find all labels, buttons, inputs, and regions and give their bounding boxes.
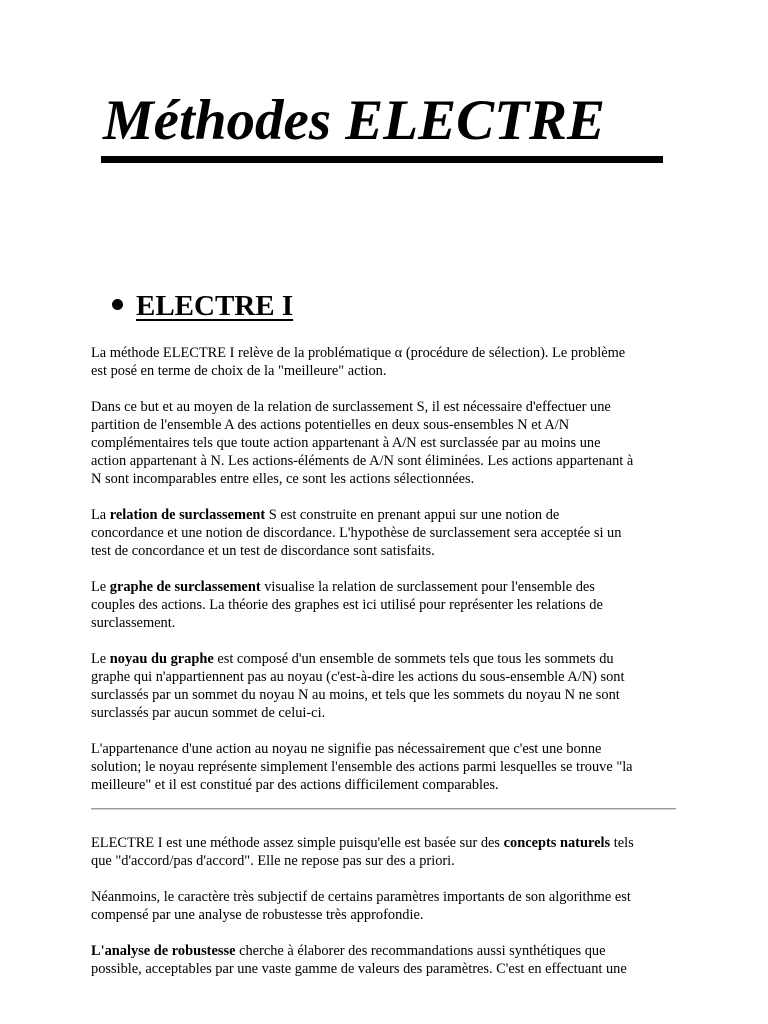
paragraph-line: solution; le noyau représente simplement l'ensemble des actions parmi lesquelles se trouve "la	[91, 759, 633, 775]
text-run: Le	[91, 579, 110, 595]
bold-term: graphe de surclassement	[109, 579, 261, 595]
text-run: visualise la relation de surclassement pour l'ensemble des	[260, 579, 595, 595]
paragraph-line: Néanmoins, le caractère très subjectif de certains paramètres importants de son algorithme est	[91, 889, 631, 905]
paragraph-line	[91, 506, 681, 524]
paragraph-line: Dans ce but et au moyen de la relation de surclassement S, il est nécessaire d'effectuer une	[91, 399, 611, 415]
paragraph-4	[91, 578, 681, 632]
title-underline	[101, 156, 663, 163]
paragraph-2	[91, 398, 681, 488]
paragraph-line: N sont incomparables entre elles, ce sont les actions sélectionnées.	[91, 471, 475, 487]
horizontal-rule	[91, 808, 676, 810]
paragraph-line: partition de l'ensemble A des actions potentielles en deux sous-ensembles N et A/N	[91, 417, 570, 433]
paragraph-line: action appartenant à N. Les actions-éléments de A/N sont éliminées. Les actions appartenant à	[91, 453, 634, 469]
bold-term: noyau du graphe	[109, 651, 214, 667]
text-run: ELECTRE I est une méthode assez simple puisqu'elle est basée sur des	[91, 835, 504, 851]
paragraph-line: L'appartenance d'une action au noyau ne signifie pas nécessairement que c'est une bonne	[91, 741, 602, 757]
paragraph-line: est posé en terme de choix de la "meilleure" action.	[91, 363, 387, 379]
paragraph-line: que "d'accord/pas d'accord". Elle ne repose pas sur des a priori.	[91, 853, 455, 869]
paragraph-3	[91, 506, 681, 560]
paragraph-8	[91, 888, 681, 924]
paragraph-line: concordance et une notion de discordance. L'hypothèse de surclassement sera acceptée si un	[91, 525, 622, 541]
paragraph-line	[91, 650, 681, 668]
paragraph-9	[91, 942, 681, 978]
section-heading-text: ELECTRE I	[136, 290, 294, 322]
paragraph-6	[91, 740, 681, 794]
document-title: Méthodes ELECTRE	[103, 89, 605, 152]
paragraph-line: compensé par une analyse de robustesse très approfondie.	[91, 907, 424, 923]
paragraph-line: surclassés par un sommet du noyau N au moins, et tels que les sommets du noyau N ne sont	[91, 687, 620, 703]
paragraph-line: meilleure" et il est constitué par des actions difficilement comparables.	[91, 777, 499, 793]
bold-term: concepts naturels	[503, 835, 611, 851]
document-body	[91, 344, 681, 996]
paragraph-1	[91, 344, 681, 380]
bold-term: L'analyse de robustesse	[91, 943, 236, 959]
paragraph-7	[91, 834, 681, 870]
text-run: cherche à élaborer des recommandations aussi synthétiques que	[235, 943, 606, 959]
text-run: tels	[610, 835, 634, 851]
paragraph-line: possible, acceptables par une vaste gamme de valeurs des paramètres. C'est en effectuant une	[91, 961, 627, 977]
text-run: S est construite en prenant appui sur une notion de	[265, 507, 560, 523]
paragraph-line: test de concordance et un test de discordance sont satisfaits.	[91, 543, 435, 559]
paragraph-line: surclassement.	[91, 615, 176, 631]
paragraph-line: couples des actions. La théorie des graphes est ici utilisé pour représenter les relations de	[91, 597, 603, 613]
text-run: Le	[91, 651, 110, 667]
paragraph-line: surclassés par aucun sommet de celui-ci.	[91, 705, 326, 721]
paragraph-line: La méthode ELECTRE I relève de la problématique α (procédure de sélection). Le problème	[91, 345, 626, 361]
paragraph-line: graphe qui n'appartiennent pas au noyau (c'est-à-dire les actions du sous-ensemble A/N) sont	[91, 669, 625, 685]
paragraph-line: complémentaires tels que toute action appartenant à A/N est surclassée par au moins une	[91, 435, 601, 451]
paragraph-line	[91, 578, 681, 596]
bullet-icon	[112, 299, 123, 310]
paragraph-line	[91, 834, 681, 852]
bold-term: relation de surclassement	[109, 507, 266, 523]
paragraph-5	[91, 650, 681, 722]
text-run: est composé d'un ensemble de sommets tels que tous les sommets du	[213, 651, 614, 667]
text-run: La	[91, 507, 110, 523]
paragraph-line	[91, 942, 681, 960]
section-heading-electre-i	[112, 292, 293, 321]
